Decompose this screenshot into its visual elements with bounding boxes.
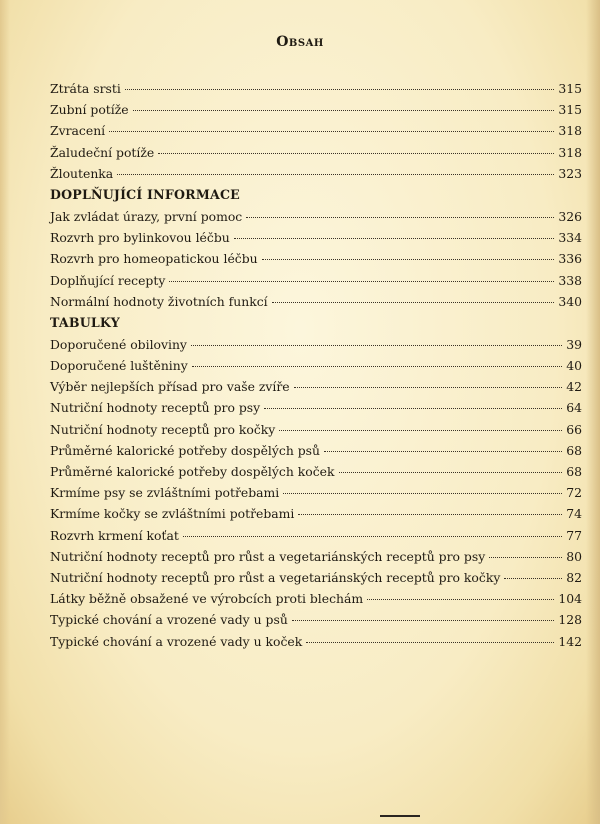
toc-entry-title: Žaludeční potíže bbox=[50, 144, 155, 160]
toc-entry-title: Krmíme psy se zvláštními potřebami bbox=[50, 485, 280, 501]
toc-entry bbox=[50, 78, 582, 99]
toc-entry bbox=[50, 355, 582, 376]
dot-leader bbox=[158, 153, 554, 154]
toc-entry-page: 64 bbox=[566, 400, 582, 416]
toc-entry-page: 39 bbox=[566, 336, 582, 352]
toc-entry-page: 323 bbox=[558, 165, 582, 181]
toc-entry-title: Zubní potíže bbox=[50, 102, 129, 118]
toc-entry-title: Ztráta srsti bbox=[50, 81, 121, 96]
section-heading: DOPLŇUJÍCÍ INFORMACE bbox=[50, 186, 240, 202]
page-edge-right bbox=[586, 0, 600, 824]
dot-leader bbox=[306, 642, 554, 643]
toc-entry-title: Výběr nejlepších přísad pro vaše zvíře bbox=[50, 379, 290, 395]
dot-leader bbox=[192, 366, 562, 367]
toc-entry-page: 80 bbox=[566, 548, 582, 564]
dot-leader bbox=[264, 408, 562, 409]
toc-entry bbox=[50, 376, 582, 397]
toc-list bbox=[50, 334, 582, 652]
toc-entry-title: Krmíme kočky se zvláštními potřebami bbox=[50, 506, 295, 522]
toc-entry bbox=[50, 142, 582, 163]
dot-leader bbox=[246, 217, 554, 218]
toc-entry-title: Jak zvládat úrazy, první pomoc bbox=[50, 208, 243, 224]
dot-leader bbox=[191, 345, 562, 346]
toc-entry-page: 72 bbox=[566, 485, 582, 501]
toc-entry-title: Doporučené luštěniny bbox=[50, 358, 188, 374]
toc-entry bbox=[50, 248, 582, 269]
toc-entry bbox=[50, 419, 582, 440]
toc-entry-page: 104 bbox=[558, 591, 582, 607]
toc-entry-title: Typické chování a vrozené vady u koček bbox=[50, 633, 303, 649]
toc-entry-title: Rozvrh pro homeopatickou léčbu bbox=[50, 251, 258, 267]
toc-entry bbox=[50, 334, 582, 355]
dot-leader bbox=[298, 514, 562, 515]
toc-entry-page: 315 bbox=[558, 102, 582, 118]
toc-entry bbox=[50, 546, 582, 567]
toc-entry-page: 318 bbox=[558, 144, 582, 160]
dot-leader bbox=[133, 110, 555, 111]
toc-entry bbox=[50, 291, 582, 312]
toc-entry-page: 128 bbox=[558, 612, 582, 628]
toc-entry-title: Rozvrh pro bylinkovou léčbu bbox=[50, 230, 230, 246]
toc-entry-title: Normální hodnoty životních funkcí bbox=[50, 293, 268, 309]
toc-entry bbox=[50, 609, 582, 630]
toc-entry bbox=[50, 631, 582, 652]
toc-entry-title: Nutriční hodnoty receptů pro psy bbox=[50, 400, 261, 416]
toc-group-continued bbox=[50, 78, 582, 184]
toc-entry-title: Průměrné kalorické potřeby dospělých koček bbox=[50, 464, 335, 479]
toc-entry-page: 40 bbox=[566, 358, 582, 374]
toc-list bbox=[50, 206, 582, 312]
dot-leader bbox=[125, 89, 555, 90]
toc-entry bbox=[50, 567, 582, 588]
toc-entry-title: Látky běžně obsažené ve výrobcích proti blechám bbox=[50, 591, 364, 607]
dot-leader bbox=[367, 599, 554, 600]
toc-entry-page: 326 bbox=[558, 208, 582, 224]
dot-leader bbox=[234, 238, 555, 239]
toc-entry bbox=[50, 120, 582, 141]
toc-entry-page: 77 bbox=[566, 527, 582, 543]
toc-list bbox=[50, 78, 582, 184]
toc-entry bbox=[50, 588, 582, 609]
page-header-title: Obsah bbox=[276, 34, 324, 50]
toc-group-supplementary bbox=[50, 184, 582, 312]
page-edge-left bbox=[0, 0, 10, 824]
toc-entry-title: Doporučené obiloviny bbox=[50, 336, 187, 352]
toc-entry-title: Doplňující recepty bbox=[50, 272, 166, 288]
toc-group-tables bbox=[50, 312, 582, 652]
toc-entry bbox=[50, 440, 582, 461]
toc-entry-title: Nutriční hodnoty receptů pro růst a vegetariánských receptů pro kočky bbox=[50, 569, 501, 585]
toc-entry bbox=[50, 163, 582, 184]
toc-entry bbox=[50, 503, 582, 524]
toc-entry bbox=[50, 482, 582, 503]
toc-entry-page: 74 bbox=[566, 506, 582, 522]
dot-leader bbox=[109, 131, 554, 132]
toc-entry bbox=[50, 397, 582, 418]
toc-entry-page: 142 bbox=[558, 633, 582, 649]
toc-entry bbox=[50, 461, 582, 482]
toc-entry-page: 334 bbox=[558, 230, 582, 246]
toc-entry bbox=[50, 206, 582, 227]
dot-leader bbox=[183, 536, 562, 537]
toc-entry-page: 68 bbox=[566, 442, 582, 458]
toc-entry-title: Zvracení bbox=[50, 123, 106, 139]
toc-entry-title: Rozvrh krmení koťat bbox=[50, 527, 179, 543]
toc-entry-page: 318 bbox=[558, 123, 582, 139]
toc-entry bbox=[50, 227, 582, 248]
toc-entry-title: Žloutenka bbox=[50, 165, 114, 181]
toc-entry-title: Typické chování a vrozené vady u psů bbox=[50, 612, 288, 628]
toc-entry bbox=[50, 270, 582, 291]
dot-leader bbox=[169, 281, 554, 282]
dot-leader bbox=[272, 302, 555, 303]
toc-entry-title: Průměrné kalorické potřeby dospělých psů bbox=[50, 442, 321, 458]
dot-leader bbox=[294, 387, 563, 388]
dot-leader bbox=[292, 620, 555, 621]
dot-leader bbox=[489, 557, 562, 558]
toc-entry-title: Nutriční hodnoty receptů pro kočky bbox=[50, 421, 276, 437]
toc-entry-page: 338 bbox=[558, 272, 582, 288]
dot-leader bbox=[324, 451, 562, 452]
toc-entry-page: 315 bbox=[558, 81, 582, 96]
section-heading: TABULKY bbox=[50, 314, 120, 330]
toc-entry-title: Nutriční hodnoty receptů pro růst a vegetariánských receptů pro psy bbox=[50, 548, 486, 564]
bottom-rule bbox=[380, 815, 420, 817]
dot-leader bbox=[262, 259, 555, 260]
toc-entry-page: 68 bbox=[566, 464, 582, 479]
toc-entry-page: 336 bbox=[558, 251, 582, 267]
dot-leader bbox=[279, 430, 562, 431]
toc-entry-page: 82 bbox=[566, 569, 582, 585]
toc-entry bbox=[50, 99, 582, 120]
dot-leader bbox=[504, 578, 562, 579]
table-of-contents bbox=[50, 78, 582, 652]
toc-entry-page: 66 bbox=[566, 421, 582, 437]
toc-entry-page: 340 bbox=[558, 293, 582, 309]
toc-entry bbox=[50, 525, 582, 546]
dot-leader bbox=[283, 493, 562, 494]
dot-leader bbox=[339, 472, 563, 473]
dot-leader bbox=[117, 174, 554, 175]
toc-entry-page: 42 bbox=[566, 379, 582, 395]
